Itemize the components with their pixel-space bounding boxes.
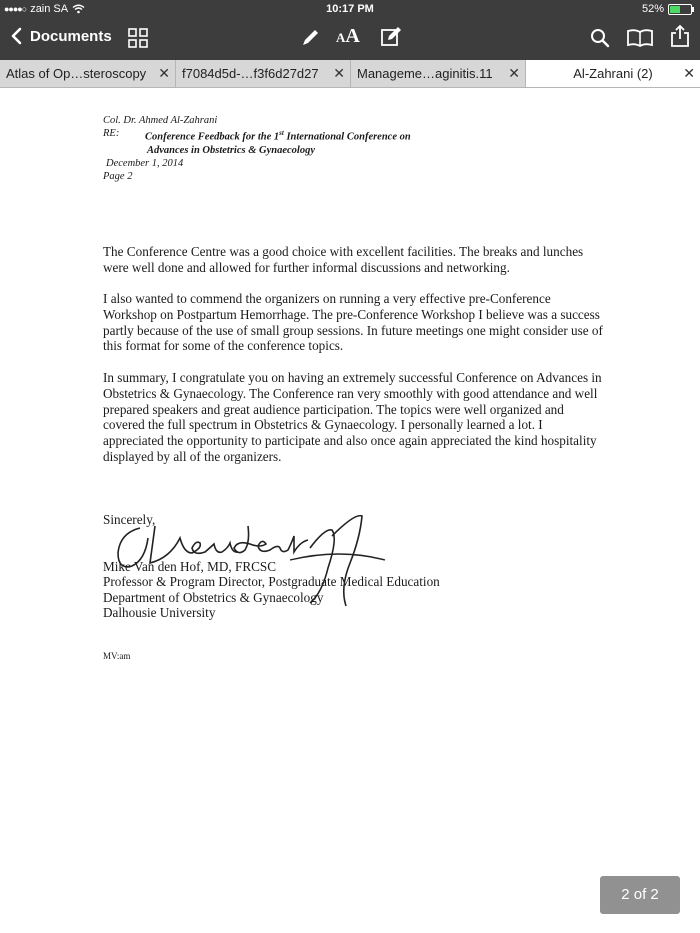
tab-label: Manageme…aginitis.11 [357,66,493,81]
chevron-left-icon [10,27,22,45]
re-subject [145,127,411,144]
edit-icon[interactable] [380,26,402,48]
grid-icon[interactable] [128,28,148,48]
battery-percent: 52% [641,3,664,15]
signer-title: Professor & Program Director, Postgraduate Medical Education [103,574,440,590]
pen-icon[interactable] [300,28,320,48]
tab-f7084d5d[interactable] [176,60,351,87]
back-button[interactable] [10,27,112,45]
paragraph-1: The Conference Centre was a good choice with excellent facilities. The breaks and lunches were well done and allowed for further informal discussions and networking. [103,244,584,275]
close-icon[interactable]: ✕ [683,65,695,81]
closing: Sincerely, [103,512,156,527]
tab-label: Al-Zahrani (2) [573,66,653,81]
re-subject-sup: st [279,129,284,137]
paragraph-2: I also wanted to commend the organizers on running a very effective pre-Conference Workshop on Postpartum Hemorrhage. The pre-Conference Workshop I believe was a success partly because of the use of small group sessions. In future meetings one might consider use of this format for some of the conference topics. [103,291,603,354]
book-icon[interactable] [627,29,653,47]
close-icon[interactable]: ✕ [333,65,345,81]
re-label: RE: [103,128,120,139]
status-time: 10:17 PM [326,3,374,15]
page-indicator: 2 of 2 [600,876,680,914]
recipient-line: Col. Dr. Ahmed Al-Zahrani [103,115,218,126]
paragraph-3: In summary, I congratulate you on having an extremely successful Conference on Advances in Obstetrics & Gynaecology. The Conference ran very smoothly with good attendance and well prepared speakers and great audience participation. The topics were well organized and covered the full spectrum in Obstetrics & Gynaecology. I personally learned a lot. I appreciated the opportunity to participate and also once again appreciated the kind hospitality displayed by all of the organizers. [103,370,602,464]
page-number: Page 2 [103,170,133,182]
typist-initials: MV:am [103,651,131,661]
letter-header [103,114,411,183]
signer-name: Mike Van den Hof, MD, FRCSC [103,558,277,574]
share-icon[interactable] [670,24,690,48]
letter-date: December 1, 2014 [106,157,184,169]
close-icon[interactable]: ✕ [508,65,520,81]
carrier-label: zain SA [30,3,69,15]
document-page [0,88,700,933]
re-line [103,127,411,144]
re-subject-pre: Conference Feedback for the 1 [145,131,280,143]
text-size-button[interactable]: AA [336,25,360,47]
tab-al-zahrani[interactable] [526,60,700,87]
search-icon[interactable] [590,28,610,48]
tab-atlas[interactable] [0,60,176,87]
tab-label: f7084d5d-…f3f6d27d27 [182,66,319,81]
text-size-icon: A [336,30,346,45]
re-subject-line2: Advances in Obstetrics & Gynaecology [147,144,315,156]
status-bar [0,0,700,18]
tab-label: Atlas of Op…steroscopy [6,66,147,81]
re-subject-post: International Conference on [283,131,411,143]
document-tab-bar [0,60,700,88]
status-right [642,3,692,15]
top-toolbar [0,0,700,60]
tab-management[interactable] [351,60,526,87]
nav-bar [0,18,700,60]
battery-fill [670,6,680,13]
signer-dept: Department of Obstetrics & Gynaecology [103,589,324,605]
handwritten-signature [110,508,400,618]
signal-icon: ●●●●○ [4,4,27,14]
close-icon[interactable]: ✕ [158,65,170,81]
battery-icon [668,4,692,15]
signer-org: Dalhousie University [103,605,216,621]
back-label: Documents [30,27,112,45]
